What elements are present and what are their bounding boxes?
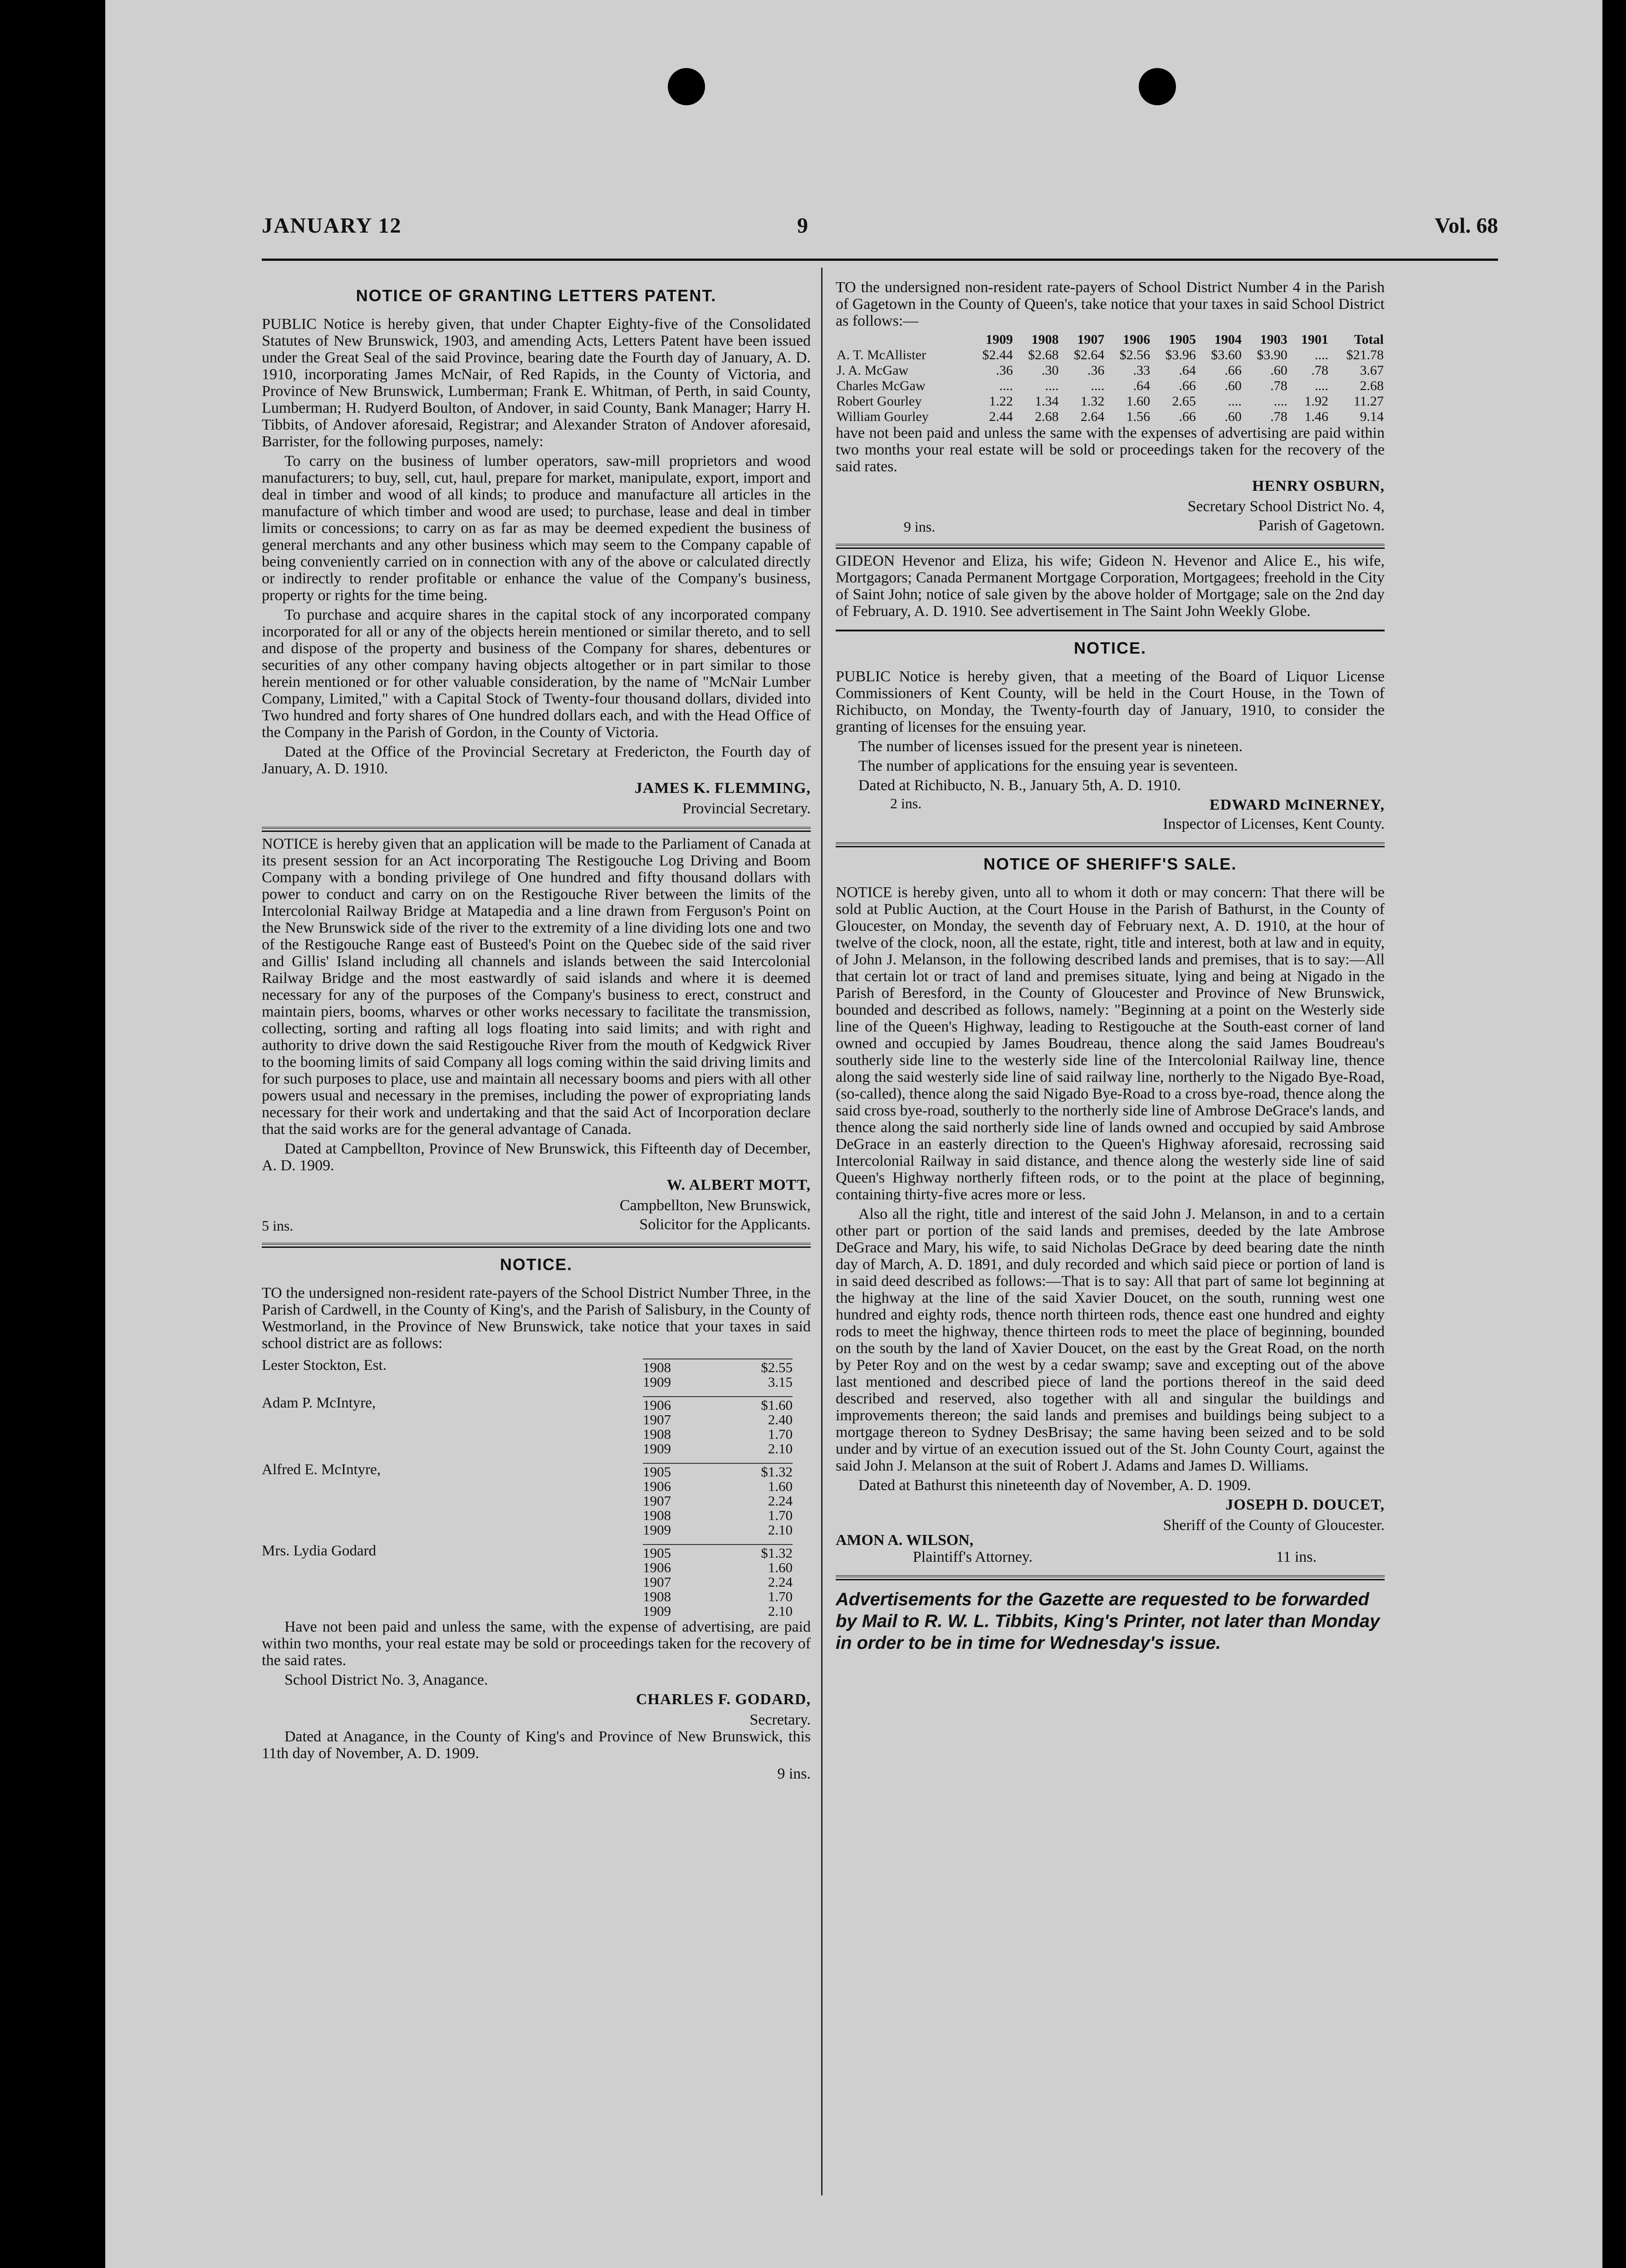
- section-rule: [836, 630, 1385, 631]
- tax-amount: .78: [1311, 363, 1328, 378]
- tax-year: 1908: [643, 1589, 671, 1604]
- tax-year: 1907: [643, 1574, 671, 1590]
- tax-amount: .36: [1087, 363, 1105, 378]
- tax-amount: 3.67: [1360, 363, 1384, 378]
- district-line: School District No. 3, Anagance.: [284, 1672, 488, 1688]
- tax-year: 1906: [643, 1397, 671, 1413]
- insertion-count: 2 ins.: [890, 795, 922, 811]
- table-row: [836, 378, 1385, 394]
- signer-name: EDWARD McINERNEY,: [1210, 797, 1385, 813]
- notice-heading: NOTICE.: [500, 1255, 573, 1274]
- dated-line: Dated at Richibucto, N. B., January 5th, A. D. 1910.: [858, 777, 1181, 794]
- signer-name: W. ALBERT MOTT,: [666, 1177, 811, 1193]
- tax-amount: 1.34: [1034, 394, 1059, 409]
- tax-amount: 2.65: [1172, 394, 1196, 409]
- attorney-name: AMON A. WILSON,: [836, 1532, 974, 1549]
- hevenor-notice: [836, 552, 1385, 620]
- signer-title: Provincial Secretary.: [682, 800, 811, 817]
- table-row: [836, 409, 1385, 425]
- tax-amount: .60: [1224, 409, 1242, 424]
- section-rule: [836, 1575, 1385, 1580]
- tax-amount: .64: [1133, 378, 1151, 393]
- notice-paragraph: To carry on the business of lumber operators, saw-mill proprietors and wood manufacturers; to buy, sell, cut, haul, prepare for market, manipulate, export, import and deal in timber and wood of all kinds; to produce and manufacture all articles in the manufacture of which timber and wood are used; to purchase, lease and deal in timber limits or concessions; to carry on as far as may be deemed expedient the business of general merchants and any other business which may seem to the Company capable of being conveniently carried on in connection with any of the above or calculated directly or indirectly to render profitable or enhance the value of the Company's business, property or rights for the time being.: [262, 453, 811, 604]
- notice-paragraph: The number of licenses issued for the present year is nineteen.: [858, 738, 1243, 755]
- tax-year-row: [643, 1560, 793, 1575]
- attorney-title: Plaintiff's Attorney.: [913, 1549, 1033, 1565]
- tax-year: 1907: [643, 1493, 671, 1509]
- insertion-count: 11 ins.: [1276, 1549, 1317, 1565]
- notice-paragraph: Have not been paid and unless the same, with the expense of advertising, are paid within two months, your real estate may be sold or proceedings taken for the recovery of the said rates.: [262, 1618, 811, 1669]
- column-header: 1903: [1260, 332, 1288, 347]
- notice-paragraph: TO the undersigned non-resident rate-payers of School District Number 4 in the Parish of Gagetown in the County of Queen's, take notice that your taxes in said School District as follows:—: [836, 279, 1385, 329]
- tax-amount: 1.60: [768, 1559, 793, 1575]
- tax-amount: 2.68: [1360, 378, 1384, 393]
- ratepayer-name: J. A. McGaw: [837, 363, 909, 378]
- notice-paragraph: NOTICE is hereby given that an application will be made to the Parliament of Canada at its present session for an Act incorporating The Restigouche Log Driving and Boom Company with a bonding privilege of One hundred and fifty thousand dollars with power to conduct and carry on on the Restigouche River between the limits of the Intercolonial Railway Bridge at Matapedia and a line drawn from Ferguson's Point on the New Brunswick side of the river to the extremity of a line dividing lots one and two of the Restigouche Range east of Busteed's Point on the Quebec side of the said river and Gillis' Island including all channels and islands between the said Intercolonial Railway Bridge and the most eastwardly of said islands and where it is deemed necessary for any of the purposes of the Company's business to erect, construct and maintain piers, booms, wharves or other works necessary to facilitate the transmission, collecting, sorting and rafting all logs floating into said limits; and with right and authority to drive down the said Restigouche River from the mouth of Kedgwick River to the booming limits of said Company all logs coming within the said driving limits and for such purposes to place, use and maintain all necessary booms and piers with all other powers usual and necessary in the premises, including the power of expropriating lands necessary for their work and undertaking and that the said Act of Incorporation declare that the said works are for the general advantage of Canada.: [262, 836, 811, 1138]
- tax-year: 1909: [643, 1441, 671, 1457]
- tax-amount: 3.15: [768, 1374, 793, 1390]
- tax-amount: .66: [1179, 409, 1196, 424]
- ratepayer-name: A. T. McAllister: [837, 347, 926, 362]
- header-rule: [262, 259, 1498, 261]
- signer-name: JOSEPH D. DOUCET,: [1225, 1496, 1385, 1513]
- tax-year: 1908: [643, 1426, 671, 1442]
- notice-paragraph: Also all the right, title and interest of the said John J. Melanson, in and to a certain other part or portion of the said lands and premises, deeded by the late Ambrose DeGrace and Mary, his wife, to said Nicholas DeGrace by deed bearing date the ninth day of March, A. D. 1891, and duly recorded and which said piece or portion of land is in said deed described as follows:—That is to say: All that part of same lot beginning at the highway at the line of the said Xavier Doucet, on the south, running west one hundred and eighty rods, thence north thirteen rods, thence east one hundred and eighty rods to meet the highway, thence thirteen rods to meet the place of beginning, bounded on the south by the land of Xavier Doucet, on the east by the Great Road, on the north by Peter Roy and on the west by a cedar swamp; save and excepting out of the above last mentioned and described piece of land the portions thereof in the said deed described and reserved, also together with all and singular the buildings and improvements thereon; the said lands and premises and buildings being subject to a mortgage thereon to Sydney DesBrisay; the same having been seized and to be sold under and by virtue of an execution issued out of the St. John County Court, against the said John J. Melanson at the suit of Robert J. Adams and James D. Williams.: [836, 1206, 1385, 1474]
- tax-amount: 2.10: [768, 1603, 793, 1619]
- table-header-row: [836, 332, 1385, 347]
- right-column: [836, 279, 1385, 1654]
- tax-table: [836, 332, 1385, 425]
- insertion-count: 9 ins.: [777, 1765, 811, 1782]
- signer-title: Sheriff of the County of Gloucester.: [1163, 1517, 1385, 1534]
- tax-amount: 2.10: [768, 1441, 793, 1457]
- tax-years: [643, 1463, 793, 1537]
- column-header: [836, 332, 968, 347]
- tax-year-row: [643, 1413, 793, 1427]
- tax-amount: 2.40: [768, 1412, 793, 1427]
- tax-year-row: [643, 1427, 793, 1442]
- tax-year-row: [643, 1523, 793, 1537]
- tax-amount: 2.68: [1034, 409, 1059, 424]
- insertion-count: 5 ins.: [262, 1217, 294, 1234]
- tax-amount: 11.27: [1353, 394, 1384, 409]
- signer-name: CHARLES F. GODARD,: [636, 1691, 811, 1708]
- tax-year: 1909: [643, 1374, 671, 1390]
- notice-paragraph: PUBLIC Notice is hereby given, that a meeting of the Board of Liquor License Commissioners of Kent County, will be held in the Court House, in the Town of Richibucto, on Monday, the Twenty-fourth day of January, 1910, to consider the granting of licenses for the ensuing year.: [836, 668, 1385, 735]
- section-rule: [836, 842, 1385, 847]
- column-header: 1904: [1214, 332, 1242, 347]
- page-number: 9: [797, 214, 808, 238]
- tax-amount: .78: [1270, 409, 1288, 424]
- tax-amount: ....: [1273, 394, 1288, 409]
- tax-amount: $3.96: [1165, 347, 1196, 362]
- section-rule: [262, 827, 811, 832]
- tax-amount: $2.44: [982, 347, 1013, 362]
- column-header: 1905: [1168, 332, 1196, 347]
- tax-amount: 1.70: [768, 1507, 793, 1523]
- notice-paragraph: To purchase and acquire shares in the capital stock of any incorporated company incorporated for all or any of the objects herein mentioned or similar thereto, and to sell and dispose of the property and business of the Company for shares, debentures or securities of any other company having objects altogether or in part similar to those herein mentioned or for other valuable consideration, by the name of "McNair Lumber Company, Limited," with a Capital Stock of Twenty-four thousand dollars, divided into Two hundred and forty shares of One hundred dollars each, and with the Head Office of the Company in the Parish of Gordon, in the County of Victoria.: [262, 606, 811, 741]
- dated-line: Dated at Anagance, in the County of King's and Province of New Brunswick, this 11th day of November, A. D. 1909.: [262, 1728, 811, 1762]
- notice-paragraph: The number of applications for the ensuing year is seventeen.: [858, 758, 1238, 774]
- column-header: 1908: [1031, 332, 1059, 347]
- tax-amount: 1.70: [768, 1426, 793, 1442]
- gazette-page: [105, 0, 1602, 2268]
- tax-amount: $1.32: [761, 1464, 793, 1480]
- volume-number: Vol. 68: [1435, 214, 1498, 238]
- punch-hole: [1139, 68, 1176, 105]
- insertion-count: 9 ins.: [904, 518, 935, 535]
- tax-amount: .36: [996, 363, 1013, 378]
- tax-entries: [262, 1357, 811, 1618]
- tax-year: 1905: [643, 1545, 671, 1561]
- table-row: [836, 363, 1385, 378]
- tax-amount: .30: [1041, 363, 1059, 378]
- tax-amount: $3.90: [1257, 347, 1288, 362]
- tax-amount: .60: [1270, 363, 1288, 378]
- gagetown-tax-notice: [836, 279, 1385, 534]
- tax-amount: .66: [1179, 378, 1196, 393]
- liquor-license-notice: [836, 640, 1385, 832]
- tax-years: [643, 1544, 793, 1618]
- tax-amount: 1.22: [989, 394, 1013, 409]
- dated-line: Dated at the Office of the Provincial Secretary at Fredericton, the Fourth day of January, A. D. 1910.: [262, 743, 811, 777]
- tax-years: [643, 1396, 793, 1456]
- section-rule: [262, 1243, 811, 1248]
- signer-name: HENRY OSBURN,: [1252, 478, 1385, 494]
- signer-title: Solicitor for the Applicants.: [639, 1216, 811, 1233]
- tax-amount: 2.10: [768, 1522, 793, 1538]
- tax-years: [643, 1359, 793, 1389]
- tax-amount: 9.14: [1360, 409, 1384, 424]
- tax-year-row: [643, 1442, 793, 1456]
- column-header: 1906: [1123, 332, 1151, 347]
- page-header: [262, 213, 1498, 245]
- tax-year-row: [643, 1494, 793, 1508]
- tax-amount: $1.60: [761, 1397, 793, 1413]
- tax-year: 1905: [643, 1464, 671, 1480]
- tax-year: 1909: [643, 1522, 671, 1538]
- column-divider: [821, 268, 823, 2195]
- signer-name: JAMES K. FLEMMING,: [634, 780, 811, 797]
- column-header: 1909: [985, 332, 1013, 347]
- ratepayer-name: Alfred E. McIntyre,: [262, 1461, 381, 1478]
- tax-year-row: [643, 1575, 793, 1589]
- tax-amount: $3.60: [1211, 347, 1242, 362]
- ratepayer-name: Charles McGaw: [837, 378, 926, 393]
- signer-title: Secretary School District No. 4,: [1187, 498, 1385, 515]
- tax-year: 1906: [643, 1559, 671, 1575]
- tax-year-row: [643, 1396, 793, 1413]
- ratepayer-name: Robert Gourley: [837, 394, 922, 409]
- column-header: Total: [1354, 332, 1384, 347]
- letters-patent-notice: [262, 287, 811, 817]
- column-header: 1901: [1301, 332, 1328, 347]
- tax-amount: .33: [1133, 363, 1151, 378]
- tax-year-row: [643, 1604, 793, 1618]
- signer-parish: Parish of Gagetown.: [1258, 517, 1385, 534]
- section-rule: [836, 544, 1385, 549]
- tax-amount: ....: [1045, 378, 1059, 393]
- notice-paragraph: have not been paid and unless the same with the expenses of advertising are paid within two months your real estate will be sold or proceedings taken for the recovery of the said rates.: [836, 425, 1385, 475]
- tax-year: 1907: [643, 1412, 671, 1427]
- tax-amount: ....: [999, 378, 1013, 393]
- ratepayer-name: Lester Stockton, Est.: [262, 1357, 387, 1374]
- tax-amount: ....: [1091, 378, 1105, 393]
- tax-year-row: [643, 1463, 793, 1479]
- punch-hole: [668, 68, 705, 105]
- tax-year: 1908: [643, 1359, 671, 1375]
- tax-year-row: [643, 1359, 793, 1375]
- notice-heading: NOTICE OF SHERIFF'S SALE.: [983, 855, 1237, 873]
- tax-amount: 1.56: [1126, 409, 1151, 424]
- tax-amount: ....: [1314, 347, 1328, 362]
- tax-amount: 2.24: [768, 1493, 793, 1509]
- tax-amount: .64: [1179, 363, 1196, 378]
- table-row: [836, 347, 1385, 363]
- tax-amount: 1.60: [768, 1478, 793, 1494]
- tax-amount: 1.70: [768, 1589, 793, 1604]
- tax-amount: .78: [1270, 378, 1288, 393]
- tax-amount: $2.64: [1073, 347, 1105, 362]
- column-header: 1907: [1077, 332, 1105, 347]
- tax-amount: ....: [1228, 394, 1242, 409]
- ratepayer-name: Adam P. McIntyre,: [262, 1395, 376, 1411]
- notice-paragraph: GIDEON Hevenor and Eliza, his wife; Gideon N. Hevenor and Alice E., his wife, Mortgagors; Canada Permanent Mortgage Corporation, Mortgagees; freehold in the City of Saint John; notice of sale given by the above holder of Mortgage; sale on the 2nd day of February, A. D. 1910. See advertisement in The Saint John Weekly Globe.: [836, 552, 1385, 620]
- ratepayer-name: William Gourley: [837, 409, 929, 424]
- notice-paragraph: NOTICE is hereby given, unto all to whom it doth or may concern: That there will be sold at Public Auction, at the Court House in the Parish of Bathurst, in the County of Gloucester, on Monday, the seventh day of February next, A. D. 1910, at the hour of twelve of the clock, noon, all the estate, right, title and interest, both at law and in equity, of John J. Melanson, in the following described lands and premises, that is to say:—All that certain lot or tract of land and premises situate, lying and being at Nigado in the Parish of Beresford, in the County of Gloucester and Province of New Brunswick, bounded and described as follows, namely: "Beginning at a point on the Westerly side line of the Queen's Highway, leading to Restigouche at the South-east corner of land owned and occupied by James Boudreau, thence along the said James Boudreau's southerly side line to the westerly side line of the Intercolonial Railway line, thence along the said westerly side line of said railway line, northerly to the Nigado Bye-Road, (so-called), thence along the said Nigado Bye-Road to a cross bye-road, thence along the said cross bye-road, southerly to the northerly side line of Ambrose DeGrace's lands, and thence along the said northerly side line of lands owned and occupied by said Ambrose DeGrace in an easterly direction to the Queen's Highway aforesaid, recrossing said Intercolonial Railway in said distance, and thence along the westerly side line of said Queen's Highway northerly fifteen rods, or to the point at the place of beginning, containing thirty-five acres more or less.: [836, 884, 1385, 1203]
- dated-line: Dated at Campbellton, Province of New Brunswick, this Fifteenth day of December, A. D. 1909.: [262, 1140, 811, 1174]
- tax-year: 1906: [643, 1478, 671, 1494]
- issue-date: JANUARY 12: [262, 214, 402, 238]
- tax-amount: $2.55: [761, 1359, 793, 1375]
- left-column: [262, 279, 811, 1782]
- tax-amount: $2.56: [1119, 347, 1151, 362]
- tax-amount: $21.78: [1346, 347, 1384, 362]
- ratepayer-name: Mrs. Lydia Godard: [262, 1543, 377, 1559]
- tax-year-row: [643, 1589, 793, 1604]
- table-row: [836, 394, 1385, 409]
- signer-address: Campbellton, New Brunswick,: [619, 1197, 811, 1214]
- signer-title: Secretary.: [749, 1711, 811, 1728]
- dated-line: Dated at Bathurst this nineteenth day of November, A. D. 1909.: [858, 1477, 1251, 1494]
- tax-amount: .66: [1224, 363, 1242, 378]
- tax-amount: 1.60: [1126, 394, 1151, 409]
- gazette-advertising-notice: Advertisements for the Gazette are requested to be forwarded by Mail to R. W. L. Tibbits, King's Printer, not later than Monday in order to be in time for Wednesday's issue.: [836, 1589, 1380, 1653]
- tax-amount: 2.24: [768, 1574, 793, 1590]
- attorney-line: [836, 1549, 1385, 1565]
- notice-heading: NOTICE.: [1073, 639, 1146, 657]
- tax-year-row: [643, 1479, 793, 1494]
- tax-year-row: [643, 1508, 793, 1523]
- notice-paragraph: PUBLIC Notice is hereby given, that under Chapter Eighty-five of the Consolidated Statutes of New Brunswick, 1903, and amending Acts, Letters Patent have been issued under the Great Seal of the said Province, bearing date the Fourth day of January, A. D. 1910, incorporating James McNair, of Red Rapids, in the County of Victoria, and Province of New Brunswick, Lumberman; Frank E. Whitman, of Perth, in said County, Lumberman; H. Rudyerd Boulton, of Andover, in said County, Bank Manager; Harry H. Tibbits, of Andover aforesaid, Registrar; and Alexander Straton of Andover aforesaid, Barrister, for the following purposes, namely:: [262, 316, 811, 450]
- anagance-tax-notice: [262, 1256, 811, 1782]
- tax-amount: .60: [1224, 378, 1242, 393]
- tax-year: 1908: [643, 1507, 671, 1523]
- sheriff-sale-notice: [836, 855, 1385, 1565]
- notice-paragraph: TO the undersigned non-resident rate-payers of the School District Number Three, in the Parish of Cardwell, in the County of King's, and the Parish of Salisbury, in the County of Westmorland, in the Province of New Brunswick, take notice that your taxes in said school district are as follows:: [262, 1285, 811, 1352]
- tax-year: 1909: [643, 1603, 671, 1619]
- tax-year-row: [643, 1544, 793, 1560]
- tax-year-row: [643, 1375, 793, 1389]
- tax-amount: 1.46: [1304, 409, 1328, 424]
- signer-title: Inspector of Licenses, Kent County.: [1163, 816, 1385, 832]
- tax-amount: 2.44: [989, 409, 1013, 424]
- tax-amount: ....: [1314, 378, 1328, 393]
- tax-amount: $2.68: [1028, 347, 1059, 362]
- tax-amount: 1.92: [1304, 394, 1328, 409]
- tax-amount: $1.32: [761, 1545, 793, 1561]
- tax-amount: 1.32: [1080, 394, 1105, 409]
- tax-amount: 2.64: [1080, 409, 1105, 424]
- restigouche-notice: [262, 836, 811, 1233]
- notice-heading: NOTICE OF GRANTING LETTERS PATENT.: [356, 286, 717, 305]
